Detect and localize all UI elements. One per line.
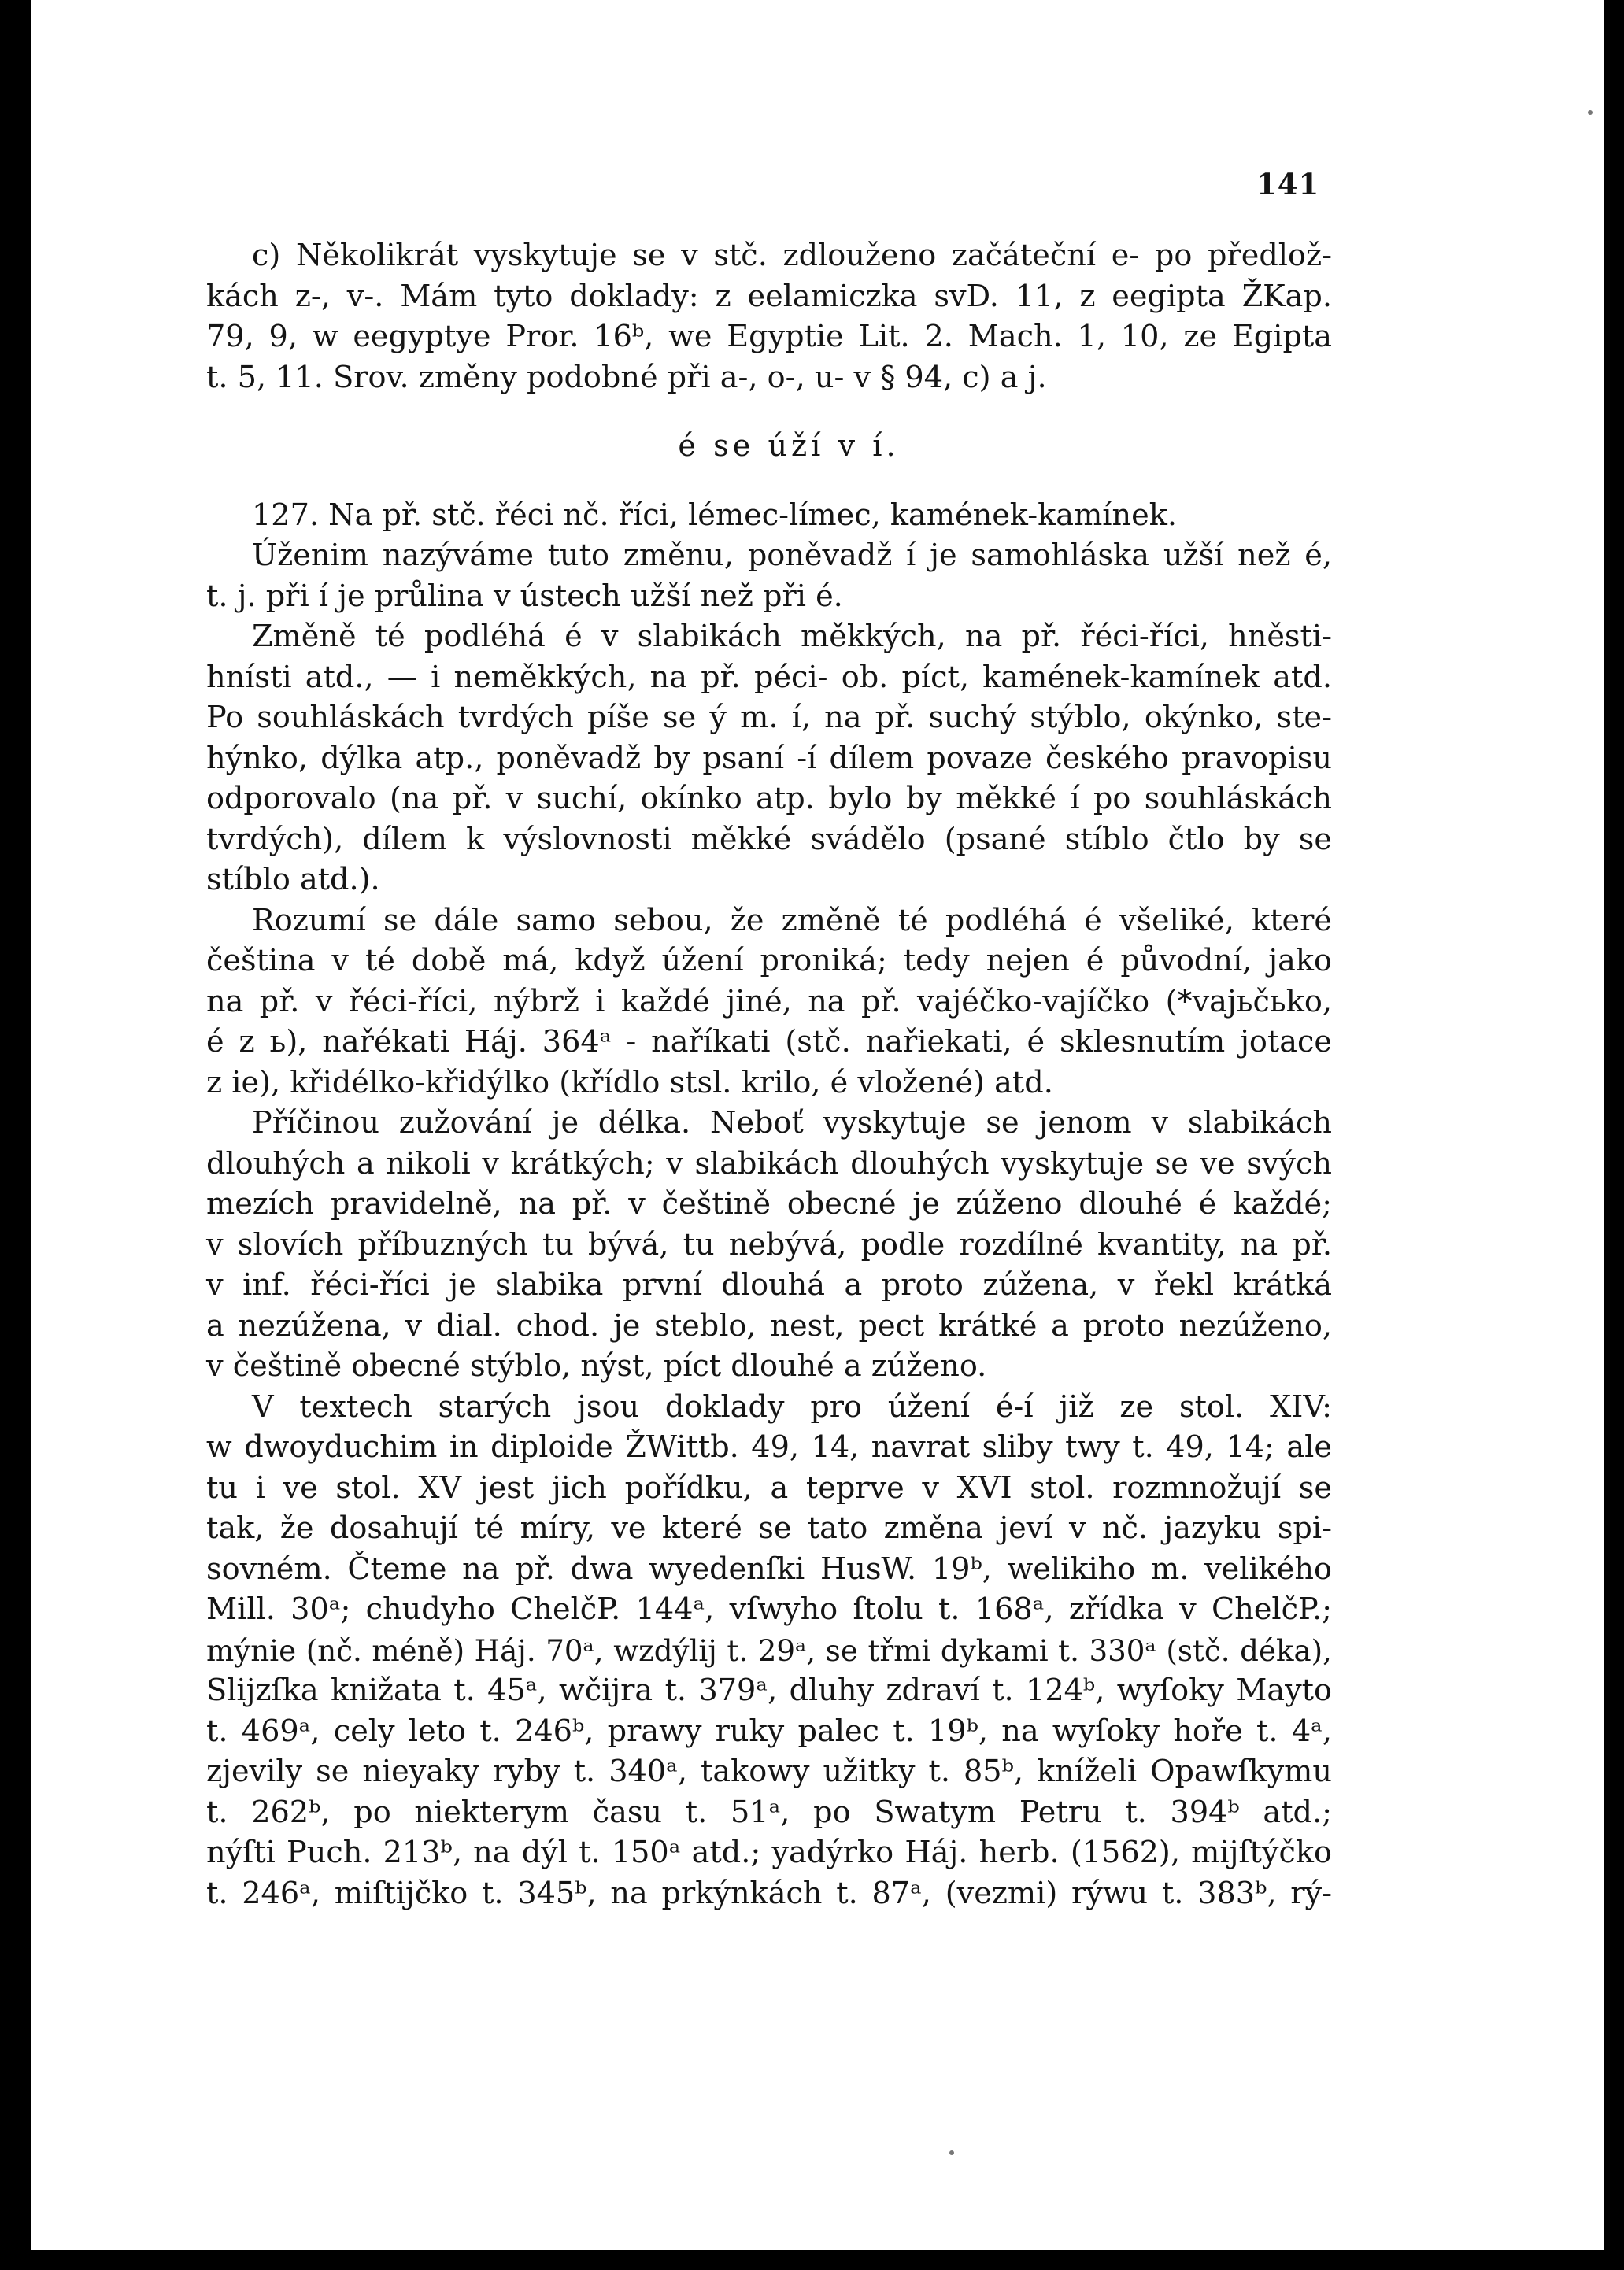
text-line: nýſti Puch. 213ᵇ, na dýl t. 150ᵃ atd.; yadýrko Háj. herb. (1562), mijſtýčko	[206, 1836, 1332, 1870]
text-line: 79, 9, w eegyptye Pror. 16ᵇ, we Egyptie Lit. 2. Mach. 1, 10, ze Egipta	[206, 320, 1332, 354]
text-line: V textech starých jsou doklady pro úžení é-í již ze stol. XIV:	[252, 1389, 1332, 1425]
text-line: v inf. řéci-říci je slabika první dlouhá a proto zúžena, v řekl krátká	[206, 1268, 1332, 1303]
text-line: čeština v té době má, když úžení proniká; tedy nejen é původní, jako	[206, 944, 1332, 978]
text-line: Slijzſka knižata t. 45ᵃ, wčijra t. 379ᵃ, dluhy zdraví t. 124ᵇ, wyſoky Mayto	[206, 1673, 1332, 1708]
section-heading: é se úží v í.	[678, 429, 900, 464]
text-line: hnísti atd., — i neměkkých, na př. péci- ob. píct, kamének-kamínek atd.	[206, 660, 1332, 695]
text-line: zjevily se nieyaky ryby t. 340ᵃ, takowy užitky t. 85ᵇ, kníželi Opawſkymu	[206, 1754, 1332, 1789]
text-line: na př. v řéci-říci, nýbrž i každé jiné, na př. vajéčko-vajíčko (*vajьčьko,	[206, 984, 1332, 1019]
spacer	[206, 398, 1332, 427]
text-line: é z ь), nařékati Háj. 364ᵃ - naříkati (stč. nařiekati, é sklesnutím jotace	[206, 1025, 1332, 1059]
text-line: t. j. při í je průlina v ústech užší než při é.	[206, 579, 843, 614]
text-line: t. 246ᵃ, miſtijčko t. 345ᵇ, na prkýnkách t. 87ᵃ, (vezmi) rýwu t. 383ᵇ, rý-	[206, 1876, 1332, 1911]
text-line: 127. Na př. stč. řéci nč. říci, lémec-límec, kamének-kamínek.	[252, 497, 1177, 533]
text-line: tu i ve stol. XV jest jich pořídku, a teprve v XVI stol. rozmnožují se	[206, 1470, 1332, 1506]
text-line: a nezúžena, v dial. chod. je steblo, nest, pect krátké a proto nezúženo,	[206, 1308, 1332, 1344]
page-number: 141	[1256, 167, 1320, 201]
spacer	[206, 468, 1332, 496]
text-line: Po souhláskách tvrdých píše se ý m. í, na př. suchý stýblo, okýnko, ste-	[206, 701, 1332, 735]
text-line: c) Několikrát vyskytuje se v stč. zdlouženo začáteční e- po předlož-	[252, 238, 1332, 273]
text-line: Změně té podléhá é v slabikách měkkých, na př. řéci-říci, hněsti-	[252, 619, 1332, 654]
text-line: odporovalo (na př. v suchí, okínko atp. bylo by měkké í po souhláskách	[206, 782, 1332, 816]
text-line: Rozumí se dále samo sebou, že změně té podléhá é všeliké, které	[252, 903, 1332, 938]
text-line: mezích pravidelně, na př. v češtině obecné je zúženo dlouhé é každé;	[206, 1187, 1332, 1222]
text-line: sovném. Čteme na př. dwa wyedenſki HusW. 19ᵇ, welikiho m. velikého	[206, 1551, 1332, 1587]
text-line: kách z-, v-. Mám tyto doklady: z eelamiczka svD. 11, z eegipta ŽKap.	[206, 279, 1332, 314]
body-text	[206, 236, 1332, 1914]
text-line: w dwoyduchim in diploide ŽWittb. 49, 14, navrat sliby twy t. 49, 14; ale	[206, 1430, 1332, 1465]
text-line: Příčinou zužování je délka. Neboť vyskytuje se jenom v slabikách	[252, 1106, 1332, 1141]
text-line: t. 5, 11. Srov. změny podobné při a-, o-, u- v § 94, c) a j.	[206, 360, 1047, 395]
text-line: v slovích příbuzných tu bývá, tu nebývá, podle rozdílné kvantity, na př.	[206, 1227, 1332, 1263]
text-line: v češtině obecné stýblo, nýst, píct dlouhé a zúženo.	[206, 1349, 987, 1384]
text-line: tvrdých), dílem k výslovnosti měkké svádělo (psané stíblo čtlo by se	[206, 822, 1332, 857]
text-line: Mill. 30ᵃ; chudyho ChelčP. 144ᵃ, vſwyho ſtolu t. 168ᵃ, zřídka v ChelčP.;	[206, 1592, 1332, 1627]
text-line: stíblo atd.).	[206, 863, 380, 897]
scan-speck	[949, 2150, 954, 2155]
text-line: dlouhých a nikoli v krátkých; v slabikách dlouhých vyskytuje se ve svých	[206, 1146, 1332, 1181]
text-line: tak, že dosahují té míry, ve které se tato změna jeví v nč. jazyku spi-	[206, 1511, 1332, 1546]
text-line: t. 469ᵃ, cely leto t. 246ᵇ, prawy ruky palec t. 19ᵇ, na wyſoky hoře t. 4ᵃ,	[206, 1714, 1332, 1749]
text-line: Úženim nazýváme tuto změnu, poněvadž í je samohláska užší než é,	[252, 538, 1332, 573]
text-line: mýnie (nč. méně) Háj. 70ᵃ, wzdýlij t. 29ᵃ, se třmi dykami t. 330ᵃ (stč. déka),	[206, 1632, 1332, 1668]
text-line: t. 262ᵇ, po niekterym času t. 51ᵃ, po Swatym Petru t. 394ᵇ atd.;	[206, 1795, 1332, 1830]
scan-speck	[1588, 110, 1593, 115]
text-line: hýnko, dýlka atp., poněvadž by psaní -í dílem povaze českého pravopisu	[206, 741, 1332, 776]
text-line: z ie), křidélko-křidýlko (křídlo stsl. krilo, é vložené) atd.	[206, 1065, 1053, 1100]
